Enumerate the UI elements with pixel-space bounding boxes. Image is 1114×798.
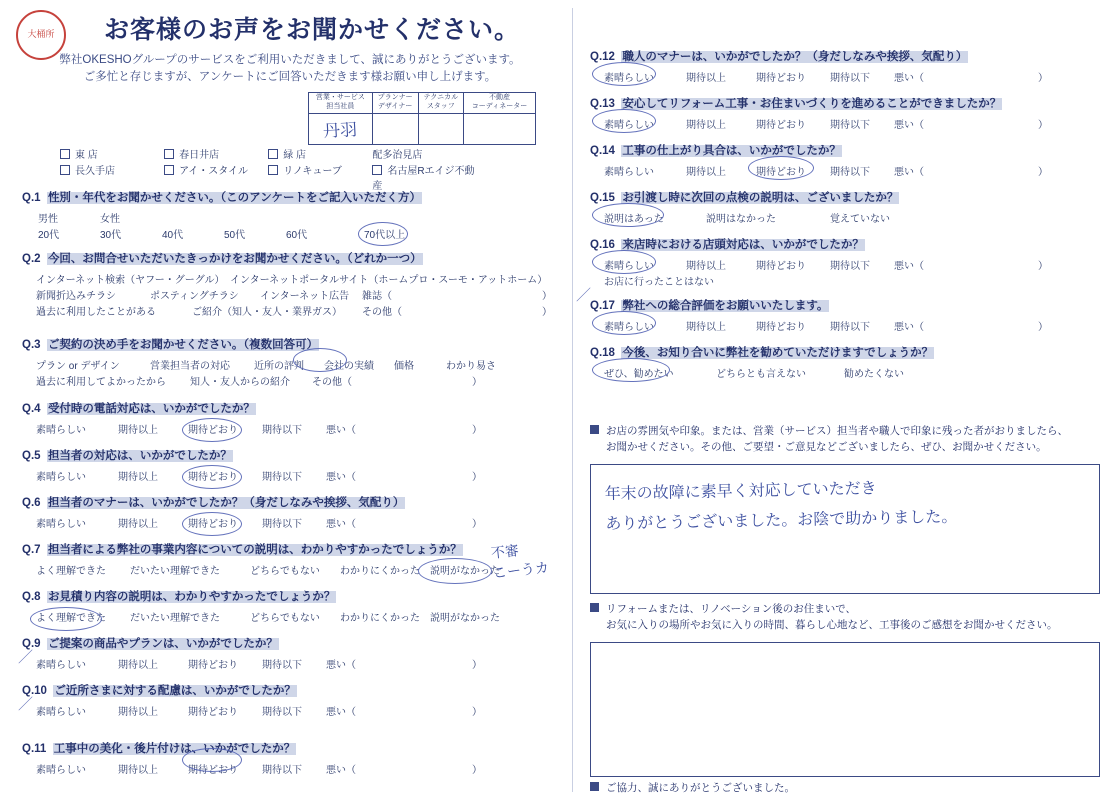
question-text: 工事の仕上がり具合は、いかがでしたか？: [622, 145, 841, 157]
checkbox-icon[interactable]: [372, 165, 382, 175]
comment-label-line-1: リフォームまたは、リノベーション後のお住まいで、: [606, 603, 857, 615]
comment-label-line-1: お店の雰囲気や印象。または、営業（サービス）担当者や職人で印象に残った者がおりましたら、: [606, 425, 1068, 437]
question-text: 来店時における店頭対応は、いかがでしたか？: [622, 239, 864, 251]
question-number: Q.5: [22, 450, 41, 462]
staff-header-sales: 営業・サービス 担当社員: [309, 93, 373, 114]
handwritten-check-q10: ／: [18, 697, 34, 713]
question-number: Q.1: [22, 192, 41, 204]
option-above[interactable]: 期待以上: [118, 660, 158, 671]
question-q12: [590, 48, 1110, 82]
option-web-search[interactable]: インターネット検索（ヤフー・グーグル）: [36, 275, 225, 286]
option-no-explanation[interactable]: 説明がなかった: [430, 566, 500, 577]
q16-options: [590, 257, 1110, 270]
lead-line-1: 弊社OKESHOグループのサービスをご利用いただきまして、誠にありがとうございます。: [59, 54, 521, 66]
option-bad[interactable]: 悪い（: [326, 472, 356, 483]
comment-label-line-2: お気に入りの場所やお気に入りの時間、暮らし心地など、工事後のご感想をお聞かせください。: [606, 618, 1058, 631]
q11-options: [22, 761, 562, 774]
option-newspaper-insert[interactable]: 新聞折込みチラシ: [36, 291, 116, 302]
option-friend-referral[interactable]: 知人・友人からの紹介: [190, 377, 290, 388]
option-posting-flyer[interactable]: ポスティングチラシ: [150, 291, 239, 302]
option-as-expected[interactable]: 期待どおり: [756, 167, 806, 178]
handwritten-staff-name: 丹羽: [322, 120, 358, 141]
shop-checkbox-midori[interactable]: [268, 148, 372, 164]
option-bad[interactable]: 悪い（: [894, 322, 924, 333]
option-bad-close: ）: [1038, 322, 1048, 333]
q8-options: [22, 609, 562, 622]
lead-line-2: ご多忙と存じますが、アンケートにご回答いただきます様お願い申し上げます。: [83, 71, 497, 84]
option-bad-close: ）: [472, 472, 482, 483]
option-below[interactable]: 期待以下: [262, 519, 302, 530]
option-bad[interactable]: 悪い（: [326, 660, 356, 671]
handwritten-stroke-q16: ／: [576, 288, 592, 304]
option-excellent[interactable]: 素晴らしい: [36, 707, 86, 718]
staff-header-estate: 不動産 コーディネーター: [464, 93, 536, 114]
option-bad[interactable]: 悪い（: [326, 765, 356, 776]
option-above[interactable]: 期待以上: [686, 322, 726, 333]
question-heading: [22, 682, 562, 698]
option-above[interactable]: 期待以上: [118, 472, 158, 483]
question-heading: [22, 494, 562, 510]
option-as-expected[interactable]: 期待どおり: [188, 519, 238, 530]
staff-header-technical: テクニカル スタッフ: [418, 93, 463, 114]
question-text: 担当者の対応は、いかがでしたか？: [47, 450, 232, 462]
option-bad[interactable]: 悪い（: [326, 425, 356, 436]
option-understood-mostly[interactable]: だいたい理解できた: [130, 613, 220, 624]
option-bad-close: ）: [1038, 120, 1048, 131]
option-internet-ad[interactable]: インターネット広告: [260, 291, 350, 302]
q3-row-2: [22, 373, 562, 386]
question-q10: [22, 682, 562, 716]
option-30s[interactable]: 30代: [100, 230, 122, 241]
footer-thanks: [590, 780, 795, 795]
question-heading: [590, 48, 1110, 64]
staff-table-header-row: [309, 93, 536, 114]
staff-value-estate[interactable]: [464, 113, 536, 144]
question-heading: [22, 250, 562, 266]
question-q3: [22, 336, 562, 386]
question-q7: [22, 541, 562, 575]
shop-checkbox-tajimi[interactable]: [372, 148, 480, 164]
option-dont-remember[interactable]: 覚えていない: [830, 214, 890, 225]
question-number: Q.4: [22, 403, 41, 415]
shop-label: 緑 店: [283, 150, 306, 161]
option-price[interactable]: 価格: [394, 361, 414, 372]
option-above[interactable]: 期待以上: [118, 707, 158, 718]
option-as-expected[interactable]: 期待どおり: [756, 73, 806, 84]
q13-options: [590, 116, 1110, 129]
option-as-expected[interactable]: 期待どおり: [188, 660, 238, 671]
question-number: Q.10: [22, 685, 47, 697]
checkbox-icon[interactable]: [164, 149, 174, 159]
q18-options: [590, 365, 1110, 378]
shop-label: 東 店: [75, 150, 98, 161]
question-q4: [22, 400, 562, 434]
option-past-use[interactable]: 過去に利用したことがある: [36, 307, 156, 318]
option-understood-mostly[interactable]: だいたい理解できた: [130, 566, 220, 577]
option-bad[interactable]: 悪い（: [894, 120, 924, 131]
q12-options: [590, 69, 1110, 82]
question-heading: [590, 236, 1110, 252]
question-heading: [590, 344, 1110, 360]
question-number: Q.9: [22, 638, 41, 650]
option-40s[interactable]: 40代: [162, 230, 184, 241]
option-other[interactable]: その他（: [362, 307, 402, 318]
option-below[interactable]: 期待以下: [262, 765, 302, 776]
q16-row-2: [590, 273, 1110, 286]
option-explained[interactable]: 説明はあった: [604, 214, 664, 225]
question-q9: [22, 635, 562, 669]
option-bad-close: ）: [472, 707, 482, 718]
handwritten-note-q7: [490, 539, 550, 584]
question-q6: [22, 494, 562, 528]
question-q11: [22, 740, 562, 774]
option-bad[interactable]: 悪い（: [326, 519, 356, 530]
question-heading: [22, 447, 562, 463]
question-heading: [22, 336, 562, 352]
option-above[interactable]: 期待以上: [686, 167, 726, 178]
question-q1: [22, 189, 562, 239]
question-text: お見積り内容の説明は、わかりやすかったでしょうか？: [47, 591, 336, 603]
option-magazine-close: ）: [542, 291, 552, 302]
option-excellent[interactable]: 素晴らしい: [604, 73, 654, 84]
question-text: ご近所さまに対する配慮は、いかがでしたか？: [54, 685, 296, 697]
question-q15: [590, 189, 1110, 223]
staff-value-planner[interactable]: [372, 113, 418, 144]
handwritten-comment-line-1: 年末の故障に素早く対応していただき: [604, 479, 877, 503]
question-text: 職人のマナーは、いかがでしたか？（身だしなみや挨拶、気配り）: [622, 51, 968, 63]
q5-options: [22, 468, 562, 481]
comment-label-line-2: お聞かせください。その他、ご要望・ご意見などございましたら、ぜひ、お聞かせください。: [606, 440, 1047, 453]
q1-age-options: [22, 226, 562, 239]
q1-gender-options: [22, 210, 562, 223]
option-neutral[interactable]: どちらでもない: [250, 613, 320, 624]
question-q16: [590, 236, 1110, 286]
comment-block-1: [590, 424, 1100, 594]
handwritten-note-line-2: こーうカ: [492, 560, 550, 582]
option-not-explained[interactable]: 説明はなかった: [706, 214, 776, 225]
checkbox-icon[interactable]: [60, 165, 70, 175]
option-excellent[interactable]: 素晴らしい: [36, 660, 86, 671]
question-heading: [22, 635, 562, 651]
option-above[interactable]: 期待以上: [118, 519, 158, 530]
option-would-not-recommend[interactable]: 勧めたくない: [844, 369, 904, 380]
staff-table: [308, 92, 536, 145]
question-text: 工事中の美化・後片付けは、いかがでしたか？: [53, 743, 296, 755]
q17-options: [590, 318, 1110, 331]
company-stamp-icon: 大桶所: [16, 10, 66, 60]
option-other-close: ）: [542, 307, 552, 318]
option-above[interactable]: 期待以上: [686, 73, 726, 84]
q2-row-1: [22, 271, 562, 284]
shop-label: 春日井店: [179, 150, 220, 161]
question-heading: [590, 297, 1110, 313]
option-above[interactable]: 期待以上: [118, 425, 158, 436]
option-male[interactable]: 男性: [38, 214, 58, 225]
question-q2: [22, 250, 562, 316]
question-number: Q.13: [590, 98, 615, 110]
column-divider: [572, 8, 573, 792]
option-understood-well[interactable]: よく理解できた: [36, 613, 106, 624]
question-number: Q.15: [590, 192, 615, 204]
question-q8: [22, 588, 562, 622]
bullet-square-icon: [590, 425, 599, 434]
question-heading: [590, 189, 1110, 205]
q7-options: [22, 562, 562, 575]
option-as-expected[interactable]: 期待どおり: [756, 322, 806, 333]
question-heading: [22, 400, 562, 416]
option-other-close: ）: [472, 377, 482, 388]
option-60s[interactable]: 60代: [286, 230, 308, 241]
shop-checkbox-group: [60, 148, 480, 195]
staff-header-planner: プランナー デザイナー: [372, 93, 418, 114]
option-below[interactable]: 期待以下: [830, 73, 870, 84]
option-bad[interactable]: 悪い（: [894, 261, 924, 272]
right-column: [578, 0, 1114, 798]
handwritten-comment-1: [604, 469, 1085, 540]
question-heading: [22, 740, 562, 756]
option-good-past-experience[interactable]: 過去に利用してよかったから: [36, 377, 166, 388]
option-never-visited[interactable]: お店に行ったことはない: [604, 277, 714, 288]
question-text: ご提案の商品やプランは、いかがでしたか？: [47, 638, 278, 650]
option-hard-to-understand[interactable]: わかりにくかった: [340, 566, 420, 577]
option-neutral[interactable]: どちらとも言えない: [716, 369, 806, 380]
option-as-expected[interactable]: 期待どおり: [188, 472, 238, 483]
option-plan-design[interactable]: プラン or デザイン: [36, 361, 120, 372]
option-bad[interactable]: 悪い（: [326, 707, 356, 718]
option-bad-close: ）: [1038, 73, 1048, 84]
question-heading: [590, 95, 1110, 111]
option-hard-to-understand[interactable]: わかりにくかった: [340, 613, 420, 624]
checkbox-icon[interactable]: [268, 149, 278, 159]
bullet-square-icon: [590, 782, 599, 791]
question-number: Q.17: [590, 300, 615, 312]
option-below[interactable]: 期待以下: [830, 120, 870, 131]
q6-options: [22, 515, 562, 528]
option-below[interactable]: 期待以下: [262, 425, 302, 436]
question-text: お引渡し時に次回の点検の説明は、ございましたか？: [622, 192, 899, 204]
option-as-expected[interactable]: 期待どおり: [756, 261, 806, 272]
question-number: Q.16: [590, 239, 615, 251]
shop-label: 長久手店: [75, 165, 115, 177]
shop-checkbox-kasugai[interactable]: [164, 148, 268, 164]
option-below[interactable]: 期待以下: [262, 472, 302, 483]
option-portal-site[interactable]: インターネットポータルサイト（ホームプロ・スーモ・アットホーム）: [230, 275, 548, 286]
option-clarity[interactable]: わかり易さ: [446, 361, 496, 372]
option-sales-response[interactable]: 営業担当者の対応: [150, 361, 230, 372]
question-text: 今回、お問合せいただいたきっかけをお聞かせください。（どれか一つ）: [47, 253, 422, 265]
checkbox-icon[interactable]: [268, 165, 278, 175]
question-number: Q.11: [22, 743, 47, 755]
footer-text: ご協力、誠にありがとうございました。: [606, 782, 795, 794]
staff-value-sales[interactable]: [309, 113, 373, 144]
comment-block-1-label: [590, 424, 1100, 456]
question-heading: [22, 189, 562, 205]
question-text: 性別・年代をお聞かせください。（このアンケートをご記入いただく方）: [47, 192, 421, 204]
handwritten-comment-line-2: ありがとうございました。お陰で助かりました。: [605, 508, 958, 533]
option-excellent[interactable]: 素晴らしい: [604, 120, 654, 131]
option-neutral[interactable]: どちらでもない: [250, 566, 320, 577]
question-heading: [590, 142, 1110, 158]
q9-options: [22, 656, 562, 669]
question-heading: [22, 541, 562, 557]
option-other[interactable]: その他（: [312, 377, 352, 388]
question-text: ご契約の決め手をお聞かせください。（複数回答可）: [47, 339, 319, 351]
option-below[interactable]: 期待以下: [262, 707, 302, 718]
staff-table-value-row[interactable]: [309, 113, 536, 144]
option-would-recommend[interactable]: ぜひ、勧めたい: [604, 369, 674, 380]
option-bad-close: ）: [1038, 167, 1048, 178]
option-bad-close: ）: [472, 765, 482, 776]
option-excellent[interactable]: 素晴らしい: [36, 519, 86, 530]
question-q17: [590, 297, 1110, 331]
option-below[interactable]: 期待以下: [830, 261, 870, 272]
lead-text: [40, 52, 540, 87]
option-70s-plus[interactable]: 70代以上: [364, 230, 406, 241]
option-20s[interactable]: 20代: [38, 230, 60, 241]
question-text: 受付時の電話対応は、いかがでしたか？: [47, 403, 255, 415]
checkbox-icon[interactable]: [164, 165, 174, 175]
option-as-expected[interactable]: 期待どおり: [188, 765, 238, 776]
option-excellent[interactable]: 素晴らしい: [36, 425, 86, 436]
shop-label: 名古屋Rエイジ不動産: [372, 165, 475, 192]
q2-row-3: [22, 303, 562, 316]
shop-row-1: [60, 148, 480, 164]
question-text: 担当者による弊社の事業内容についての説明は、わかりやすかったでしょうか？: [47, 544, 462, 556]
option-above[interactable]: 期待以上: [686, 120, 726, 131]
q15-options: [590, 210, 1110, 223]
option-excellent[interactable]: 素晴らしい: [36, 765, 86, 776]
question-text: 安心してリフォーム工事・お住まいづくりを進めることができましたか？: [622, 98, 1002, 110]
question-q14: [590, 142, 1110, 176]
option-as-expected[interactable]: 期待どおり: [756, 120, 806, 131]
question-q13: [590, 95, 1110, 129]
question-number: Q.8: [22, 591, 41, 603]
question-heading: [22, 588, 562, 604]
option-understood-well[interactable]: よく理解できた: [36, 566, 106, 577]
option-below[interactable]: 期待以下: [830, 167, 870, 178]
option-bad-close: ）: [472, 660, 482, 671]
q10-options: [22, 703, 562, 716]
shop-checkbox-higashi[interactable]: [60, 148, 164, 164]
option-as-expected[interactable]: 期待どおり: [188, 425, 238, 436]
option-below[interactable]: 期待以下: [830, 322, 870, 333]
q3-row-1: [22, 357, 562, 370]
handwritten-comment-2: [605, 647, 1085, 657]
question-text: 今後、お知り合いに弊社を勧めていただけますでしょうか？: [622, 347, 934, 359]
option-as-expected[interactable]: 期待どおり: [188, 707, 238, 718]
comment-block-2: [590, 602, 1100, 777]
question-q5: [22, 447, 562, 481]
staff-value-technical[interactable]: [418, 113, 463, 144]
option-50s[interactable]: 50代: [224, 230, 246, 241]
option-above[interactable]: 期待以上: [118, 765, 158, 776]
question-number: Q.7: [22, 544, 41, 556]
option-magazine[interactable]: 雑誌（: [362, 291, 392, 302]
option-excellent[interactable]: 素晴らしい: [604, 167, 654, 178]
option-company-record[interactable]: 会社の実績: [324, 361, 374, 372]
option-no-explanation[interactable]: 説明がなかった: [430, 613, 500, 624]
page-title: お客様のお声をお聞かせください。: [103, 16, 520, 44]
option-above[interactable]: 期待以上: [686, 261, 726, 272]
option-excellent[interactable]: 素晴らしい: [36, 472, 86, 483]
question-text: 担当者のマナーは、いかがでしたか？（身だしなみや挨拶、気配り）: [47, 497, 405, 509]
question-q18: [590, 344, 1110, 378]
question-number: Q.3: [22, 339, 41, 351]
question-text: 弊社への総合評価をお願いいたします。: [622, 300, 829, 312]
bullet-square-icon: [590, 603, 599, 612]
option-excellent[interactable]: 素晴らしい: [604, 322, 654, 333]
shop-label: アイ・スタイル: [179, 165, 249, 177]
option-bad-close: ）: [472, 425, 482, 436]
option-referral[interactable]: ご紹介（知人・友人・業界ガス）: [192, 307, 342, 318]
question-number: Q.2: [22, 253, 41, 265]
option-excellent[interactable]: 素晴らしい: [604, 261, 654, 272]
option-bad[interactable]: 悪い（: [894, 73, 924, 84]
q4-options: [22, 421, 562, 434]
option-bad-close: ）: [1038, 261, 1048, 272]
option-bad[interactable]: 悪い（: [894, 167, 924, 178]
q14-options: [590, 163, 1110, 176]
checkbox-icon[interactable]: [60, 149, 70, 159]
comment-textarea-1[interactable]: [590, 464, 1100, 594]
option-below[interactable]: 期待以下: [262, 660, 302, 671]
handwritten-note-line-1: 不審: [490, 544, 520, 562]
question-number: Q.6: [22, 497, 41, 509]
q2-row-2: [22, 287, 562, 300]
handwritten-check-q9: ／: [18, 650, 34, 666]
shop-label: リノキューブ: [283, 165, 342, 177]
question-number: Q.12: [590, 51, 615, 63]
comment-textarea-2[interactable]: [590, 642, 1100, 777]
question-number: Q.18: [590, 347, 615, 359]
option-bad-close: ）: [472, 519, 482, 530]
shop-label: 配多治見店: [372, 150, 423, 161]
comment-block-2-label: [590, 602, 1100, 634]
question-number: Q.14: [590, 145, 615, 157]
option-local-reputation[interactable]: 近所の評判: [254, 361, 304, 372]
option-female[interactable]: 女性: [100, 214, 120, 225]
